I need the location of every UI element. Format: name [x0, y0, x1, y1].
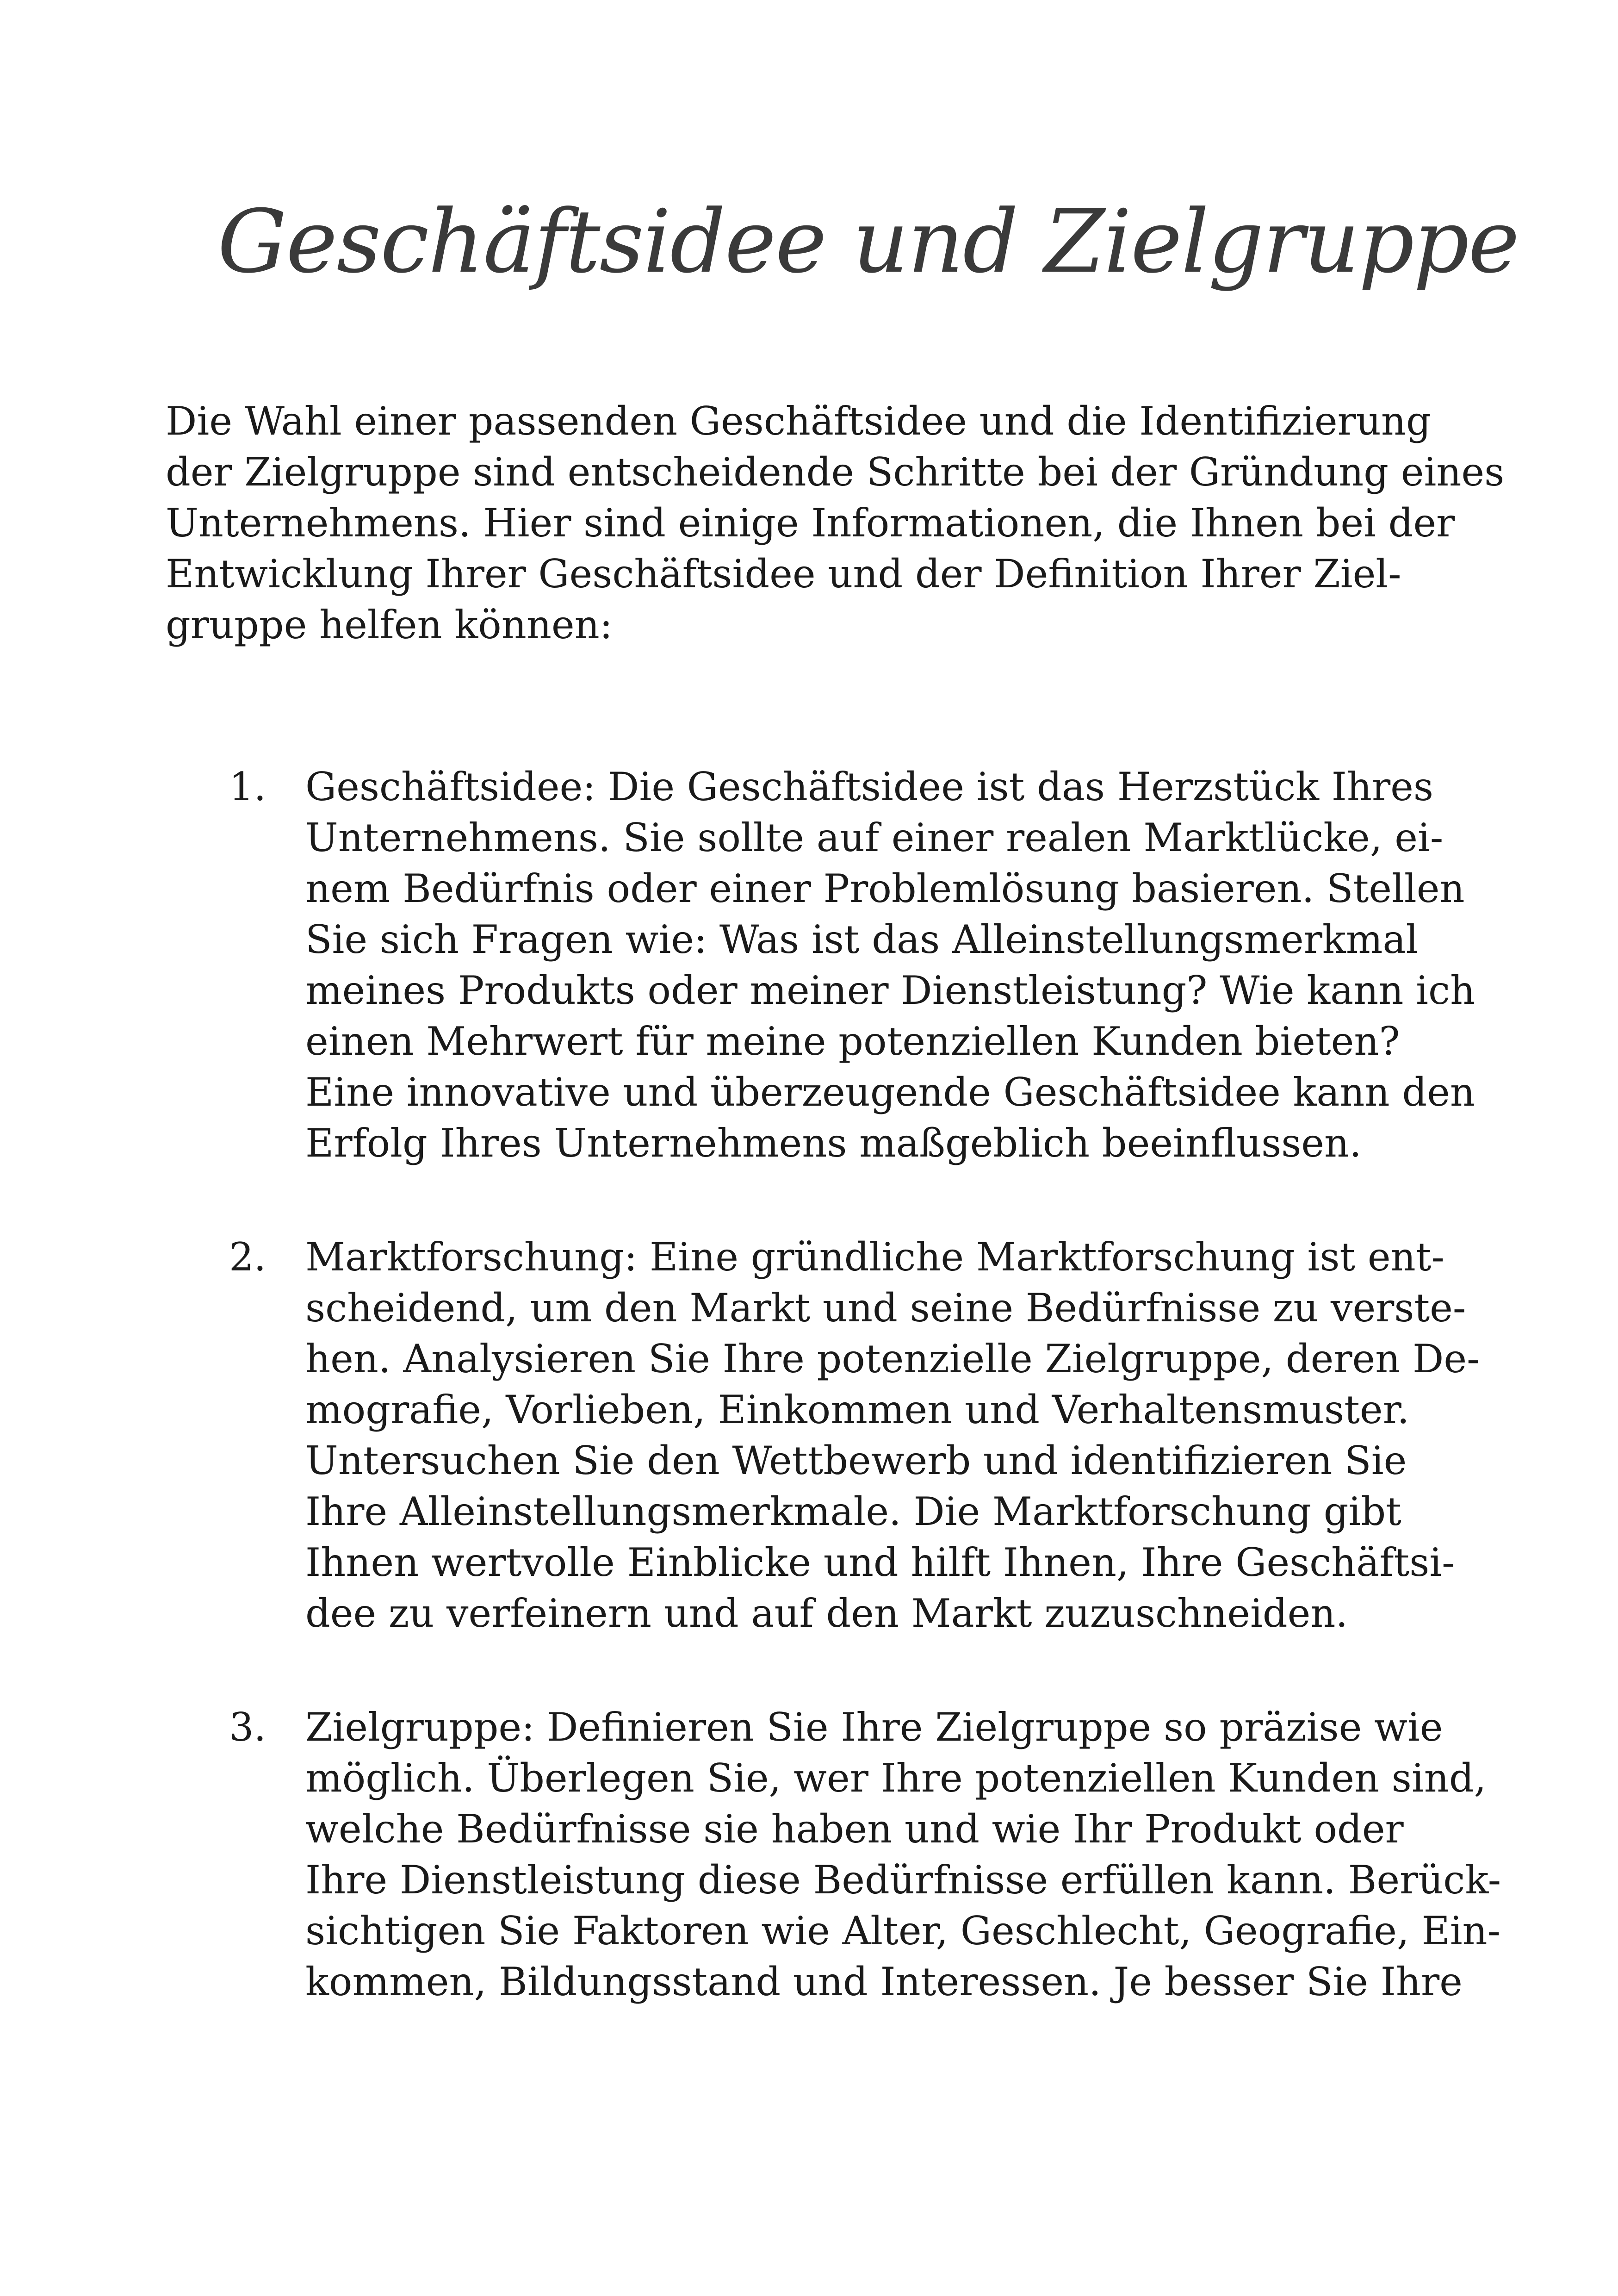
intro-paragraph [166, 396, 1505, 650]
list-item-line: hen. Analysieren Sie Ihre potenzielle Zielgruppe, deren De- [305, 1336, 1480, 1381]
list-item-line: einen Mehrwert für meine potenziellen Kunden bieten? [305, 1019, 1400, 1064]
list-item-number: 2. [229, 1234, 267, 1280]
list-item-line: Ihre Dienstleistung diese Bedürfnisse erfüllen kann. Berück- [305, 1857, 1501, 1903]
list-item [0, 761, 1618, 1169]
list-item-line: kommen, Bildungsstand und Interessen. Je besser Sie Ihre [305, 1959, 1463, 2004]
intro-line: Unternehmens. Hier sind einige Informationen, die Ihnen bei der [166, 500, 1455, 546]
list-item-line: Eine innovative und überzeugende Geschäftsidee kann den [305, 1070, 1475, 1115]
list-item-line: Unternehmens. Sie sollte auf einer realen Marktlücke, ei- [305, 815, 1444, 860]
list-item-number: 1. [229, 764, 267, 809]
list-item-text [305, 761, 1475, 1169]
list-item-line: Erfolg Ihres Unternehmens maßgeblich beeinflussen. [305, 1120, 1362, 1166]
list-item-line: Ihnen wertvolle Einblicke und hilft Ihnen, Ihre Geschäftsi- [305, 1540, 1455, 1585]
list-item-line: Marktforschung: Eine gründliche Marktforschung ist ent- [305, 1234, 1444, 1280]
list-item-line: Zielgruppe: Definieren Sie Ihre Zielgruppe so präzise wie [305, 1705, 1443, 1750]
intro-line: Entwicklung Ihrer Geschäftsidee und der Definition Ihrer Ziel- [166, 551, 1401, 597]
numbered-list [0, 761, 1618, 2070]
list-item-line: mografie, Vorlieben, Einkommen und Verhaltensmuster. [305, 1387, 1410, 1432]
intro-line: gruppe helfen können: [166, 602, 613, 647]
list-item-line: Sie sich Fragen wie: Was ist das Alleinstellungsmerkmal [305, 917, 1419, 962]
list-item [0, 1232, 1618, 1639]
list-item-line: Untersuchen Sie den Wettbewerb und identifizieren Sie [305, 1438, 1407, 1483]
list-item-number: 3. [229, 1705, 267, 1750]
list-item-line: sichtigen Sie Faktoren wie Alter, Geschlecht, Geografie, Ein- [305, 1908, 1501, 1954]
list-item-line: dee zu verfeinern und auf den Markt zuzuschneiden. [305, 1591, 1348, 1636]
page-title: Geschäftsidee und Zielgruppe [217, 191, 1519, 292]
list-item-line: meines Produkts oder meiner Dienstleistung? Wie kann ich [305, 968, 1475, 1013]
intro-line: Die Wahl einer passenden Geschäftsidee und die Identifizierung [166, 398, 1431, 444]
intro-line: der Zielgruppe sind entscheidende Schritte bei der Gründung eines [166, 449, 1505, 495]
list-item [0, 1702, 1618, 2007]
list-item-line: scheidend, um den Markt und seine Bedürfnisse zu verste- [305, 1285, 1466, 1331]
list-item-line: möglich. Überlegen Sie, wer Ihre potenziellen Kunden sind, [305, 1755, 1487, 1801]
list-item-line: Geschäftsidee: Die Geschäftsidee ist das Herzstück Ihres [305, 764, 1433, 809]
list-item-line: nem Bedürfnis oder einer Problemlösung basieren. Stellen [305, 866, 1465, 911]
list-item-line: welche Bedürfnisse sie haben und wie Ihr Produkt oder [305, 1806, 1404, 1852]
list-item-text [305, 1232, 1480, 1639]
list-item-text [305, 1702, 1501, 2007]
list-item-line: Ihre Alleinstellungsmerkmale. Die Marktforschung gibt [305, 1489, 1401, 1534]
